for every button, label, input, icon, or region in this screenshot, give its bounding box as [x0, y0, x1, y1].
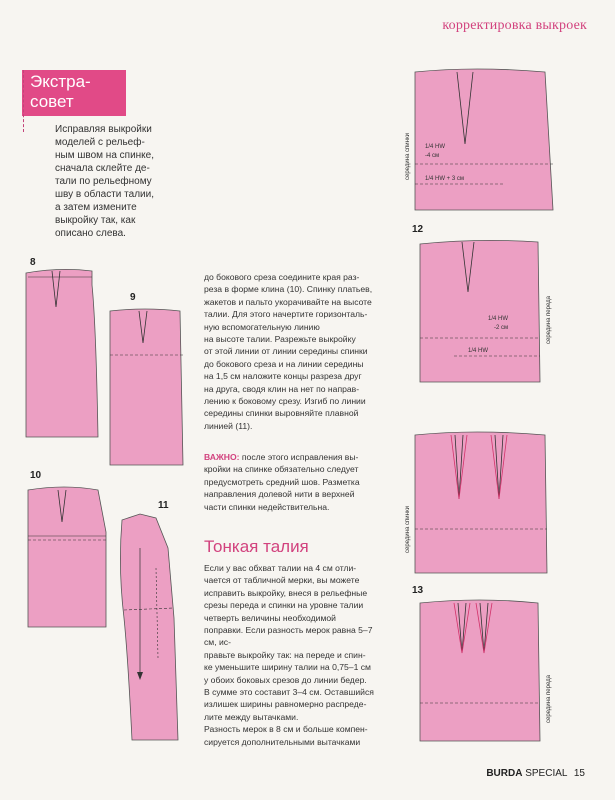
tip-title: Экстра- совет — [30, 72, 91, 111]
footer-brand: BURDA — [486, 768, 523, 779]
front-center-label-2: середина переда — [546, 674, 552, 723]
figure-9-pattern — [105, 305, 190, 470]
figure-8-pattern — [20, 265, 110, 445]
quarter-hw-plain-label: 1/4 HW — [468, 348, 489, 354]
front-center-label-1: середина переда — [546, 295, 552, 344]
subheading: Тонкая талия — [204, 537, 309, 556]
figure-13-number: 13 — [412, 585, 424, 596]
figure-9-number: 9 — [130, 292, 136, 303]
figure-8-number: 8 — [30, 257, 36, 268]
figure-12-pattern — [410, 232, 560, 392]
important-note: ВАЖНО: после этого исправления вы- кройки на спинке обязательно следует предусмотреть средний шов. Разметка направления долевой нити в верхней части спинки недействительна. — [204, 452, 360, 512]
figure-11-number: 11 — [158, 500, 169, 511]
quarter-hw-label-1: 1/4 HW — [425, 144, 446, 150]
section-title: корректировка выкроек — [442, 18, 587, 33]
figure-10-number: 10 — [30, 470, 42, 481]
back-center-label-2: середина спинки — [405, 506, 411, 553]
figure-13-pattern — [410, 593, 560, 748]
figure-11-pattern — [110, 508, 190, 748]
tip-text: Исправляя выкройки моделей с рельеф- ным швом на спинке, сначала склейте де- тали по рельефному шву в области талии, а затем измените выкройку так, как описано слева. — [55, 124, 155, 239]
page-number: 15 — [573, 768, 585, 779]
paragraph-1: до бокового среза соедините края раз- реза в форме клина (10). Спинку платьев, жакетов и пальто укорачивайте на высоте талии. Для этого начертите горизонталь- ную вспомогательную линию на высоте талии. Разрежьте выкройку от этой линии от линии середины спинки до бокового среза и на линии середины на 1,5 см наложите концы разреза друг на друга, сводя клин на нет по направ- лению к боковому срезу. Изгиб по линии середины спинки выровняйте плавной линией (11). — [204, 272, 373, 431]
page-footer — [486, 768, 585, 779]
paragraph-2: Если у вас обхват талии на 4 см отли- чается от табличной мерки, вы можете исправить выкройку, внеся в рельефные срезы переда и спинки на уровне талии четверть величины необходимой поправки. Если разность мерок равна 5–7 см, ис- правьте выкройку так: на переде и спин- ке уменьшите ширину талии на 0,75–1 см у обоих боковых срезов до линии бедер. В сумме это составит 3–4 см. Оставшийся излишек ширины равномерно распреде- лите между вытачками. Разность мерок в 8 см и больше компен- сируется дополнительными вытачками — [204, 563, 374, 747]
minus4-label: -4 см — [425, 153, 440, 159]
figure-10-pattern — [20, 482, 120, 632]
figure-back-darts-pattern — [395, 425, 555, 580]
minus2-label: -2 см — [494, 325, 509, 331]
figure-12-number: 12 — [412, 224, 424, 235]
figure-top-right-pattern — [395, 60, 555, 220]
plus3-label: 1/4 HW + 3 см — [425, 176, 464, 182]
quarter-hw-label-2: 1/4 HW — [488, 316, 509, 322]
tip-clip-decoration — [23, 70, 25, 132]
footer-special: SPECIAL — [525, 768, 568, 779]
back-center-label-1: середина спинки — [405, 133, 411, 180]
